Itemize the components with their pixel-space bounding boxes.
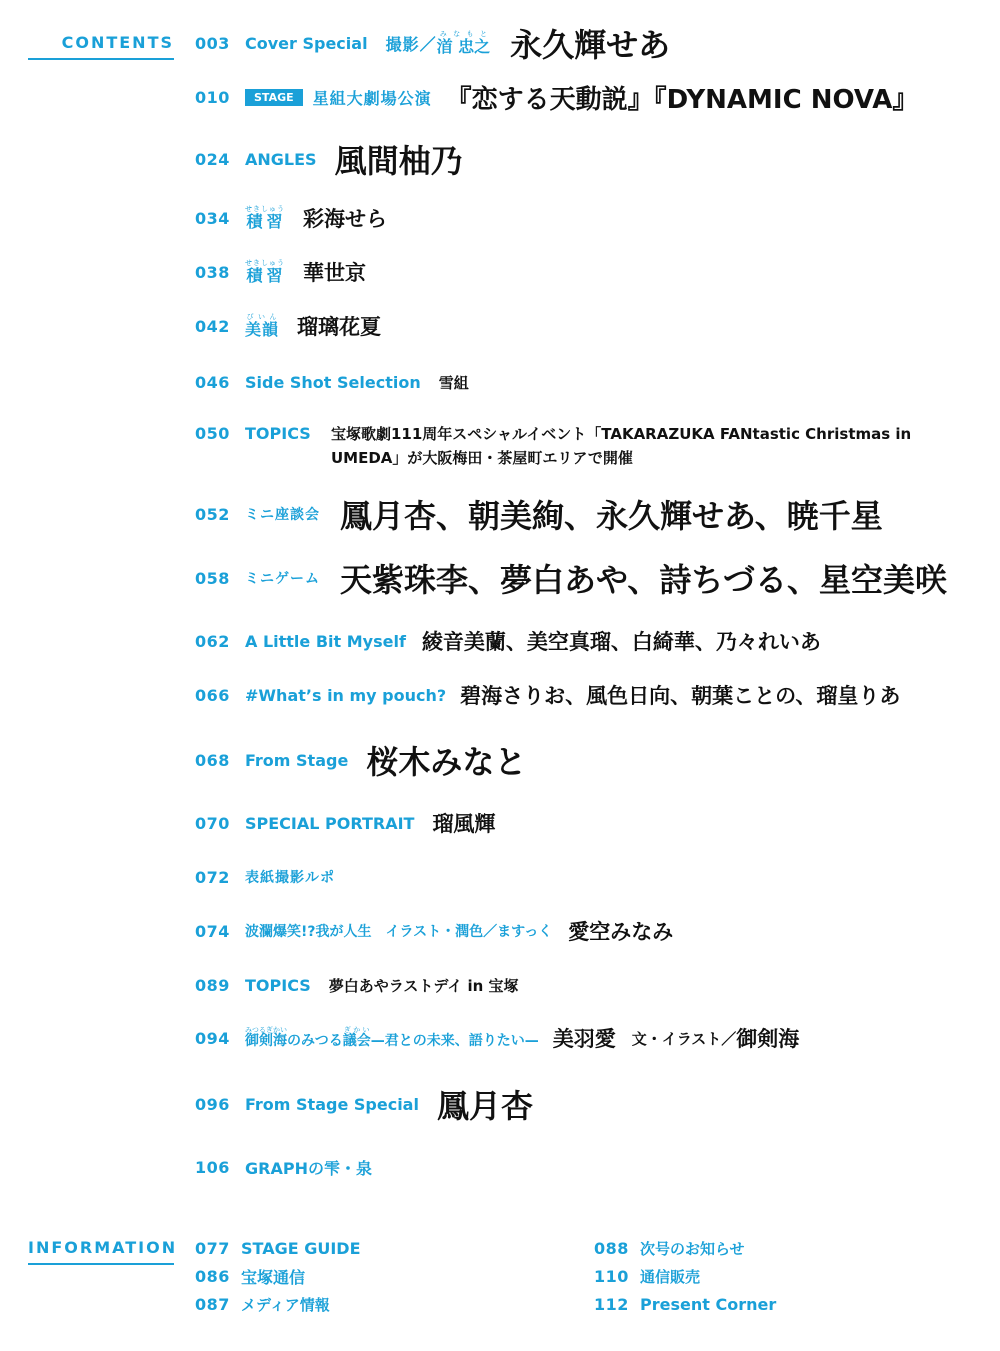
info-entry-087[interactable]	[195, 1292, 330, 1316]
entry-label: 波瀾爆笑!?我が人生 イラスト・潤色／ますっく	[245, 924, 553, 940]
toc-entry-070[interactable]	[195, 806, 495, 840]
entry-title: 桜木みなと	[366, 743, 527, 781]
entry-label: #What’s in my pouch?	[245, 685, 447, 705]
entry-label: GRAPHの雫・泉	[245, 1158, 372, 1178]
page-number: 112	[594, 1294, 629, 1314]
entry-title: 鳳月杏、朝美絢、永久輝せあ、暁千星	[340, 497, 883, 535]
toc-entry-034[interactable]	[195, 200, 387, 236]
entry-title: 綾音美蘭、美空真瑠、白綺華、乃々れいあ	[421, 630, 821, 654]
info-label: STAGE GUIDE	[241, 1238, 361, 1258]
info-entry-077[interactable]	[195, 1236, 361, 1260]
toc-entry-050[interactable]	[195, 422, 951, 470]
page-number: 058	[195, 568, 230, 588]
entry-label: 御剣海みつるぎかいのみつる議会ぎかい—君との未来、語りたい—	[245, 1026, 539, 1049]
info-entry-086[interactable]	[195, 1264, 305, 1288]
page-number: 086	[195, 1266, 230, 1286]
page-number: 096	[195, 1094, 230, 1114]
entry-title: 愛空みなみ	[568, 920, 674, 944]
entry-title: 天紫珠李、夢白あや、詩ちづる、星空美咲	[340, 561, 948, 599]
toc-entry-062[interactable]	[195, 624, 821, 658]
page-number: 066	[195, 685, 230, 705]
entry-title: 華世京	[303, 261, 366, 285]
toc-entry-042[interactable]	[195, 308, 381, 344]
page-number: 046	[195, 372, 230, 392]
toc-entry-094[interactable]	[195, 1018, 799, 1058]
entry-title: 瑠風輝	[432, 812, 496, 836]
page-number: 052	[195, 504, 230, 524]
info-label: 次号のお知らせ	[640, 1239, 745, 1258]
page-number: 068	[195, 750, 230, 770]
entry-label: ANGLES	[245, 149, 317, 169]
info-label: Present Corner	[640, 1294, 777, 1314]
info-entry-112[interactable]	[594, 1292, 776, 1316]
toc-entry-106[interactable]	[195, 1154, 372, 1180]
entry-label: A Little Bit Myself	[245, 631, 406, 651]
page-number: 050	[195, 424, 230, 443]
entry-label: From Stage	[245, 750, 349, 770]
page-number: 110	[594, 1266, 629, 1286]
page-number: 094	[195, 1028, 230, 1048]
toc-entry-089[interactable]	[195, 972, 519, 998]
page-number: 074	[195, 921, 230, 941]
page-number: 042	[195, 316, 230, 336]
entry-label: TOPICS	[245, 975, 311, 995]
entry-title: 風間柚乃	[334, 142, 463, 180]
entry-label: Cover Special	[245, 33, 368, 53]
entry-label: SPECIAL PORTRAIT	[245, 813, 415, 833]
toc-entry-038[interactable]	[195, 254, 366, 290]
page-number: 072	[195, 867, 230, 887]
entry-label: Side Shot Selection	[245, 372, 421, 392]
toc-entry-058[interactable]	[195, 556, 947, 600]
toc-entry-068[interactable]	[195, 738, 526, 782]
page-number: 034	[195, 208, 230, 228]
info-label: メディア情報	[241, 1295, 330, 1314]
entry-title: 鳳月杏	[436, 1087, 533, 1125]
info-label: 通信販売	[640, 1267, 701, 1286]
page-number: 003	[195, 33, 230, 53]
entry-title: 美羽愛	[552, 1027, 616, 1051]
entry-title: 宝塚歌劇111周年スペシャルイベント「TAKARAZUKA FANtastic Christmas in UMEDA」が大阪梅田・茶屋町エリアで開催	[331, 425, 912, 467]
toc-entry-066[interactable]	[195, 678, 900, 712]
info-entry-088[interactable]	[594, 1236, 745, 1260]
entry-label: 表紙撮影ルポ	[245, 870, 335, 886]
author-credit-prefix: 文・イラスト／	[631, 1029, 737, 1048]
toc-entry-072[interactable]	[195, 864, 335, 890]
author-name: 御剣海	[736, 1027, 800, 1051]
entry-label: 積習せきしゅう	[245, 204, 285, 231]
contents-heading: CONTENTS	[28, 33, 174, 60]
page-number: 088	[594, 1238, 629, 1258]
page-number: 024	[195, 149, 230, 169]
toc-entry-010[interactable]	[195, 80, 918, 114]
stage-badge: STAGE	[245, 89, 303, 106]
photographer-name: 渞 忠之みなもと	[436, 29, 491, 56]
entry-label: 積習せきしゅう	[245, 258, 285, 285]
entry-label: From Stage Special	[245, 1094, 419, 1114]
entry-title: 雪組	[438, 373, 469, 392]
entry-label: 美韻びいん	[245, 312, 280, 339]
page-number: 062	[195, 631, 230, 651]
toc-entry-024[interactable]	[195, 139, 463, 179]
entry-title: 永久輝せあ	[510, 26, 671, 64]
page-number: 077	[195, 1238, 230, 1258]
information-heading: INFORMATION	[28, 1238, 174, 1265]
page-number: 087	[195, 1294, 230, 1314]
entry-title: 彩海せら	[303, 207, 387, 231]
entry-label: ミニ座談会	[245, 507, 320, 523]
page-number: 070	[195, 813, 230, 833]
entry-title: 碧海さりお、風色日向、朝葉ことの、瑠皇りあ	[460, 684, 901, 708]
page-number: 038	[195, 262, 230, 282]
toc-entry-074[interactable]	[195, 914, 673, 948]
toc-entry-052[interactable]	[195, 492, 883, 536]
info-entry-110[interactable]	[594, 1264, 700, 1288]
page-number: 010	[195, 87, 230, 107]
info-label: 宝塚通信	[241, 1267, 306, 1287]
entry-title: 瑠璃花夏	[297, 315, 382, 339]
entry-title: 『恋する天動説』『DYNAMIC NOVA』	[445, 84, 919, 115]
toc-entry-003[interactable]	[195, 24, 670, 62]
entry-title: 夢白あやラストデイ in 宝塚	[328, 976, 519, 995]
entry-label: ミニゲーム	[245, 571, 320, 587]
page-number: 106	[195, 1157, 230, 1177]
entry-label: 星組大劇場公演	[312, 88, 432, 108]
toc-entry-096[interactable]	[195, 1082, 533, 1126]
photo-credit-prefix: 撮影／	[385, 34, 437, 54]
page-number: 089	[195, 975, 230, 995]
toc-entry-046[interactable]	[195, 368, 469, 396]
entry-label: TOPICS	[245, 424, 311, 443]
